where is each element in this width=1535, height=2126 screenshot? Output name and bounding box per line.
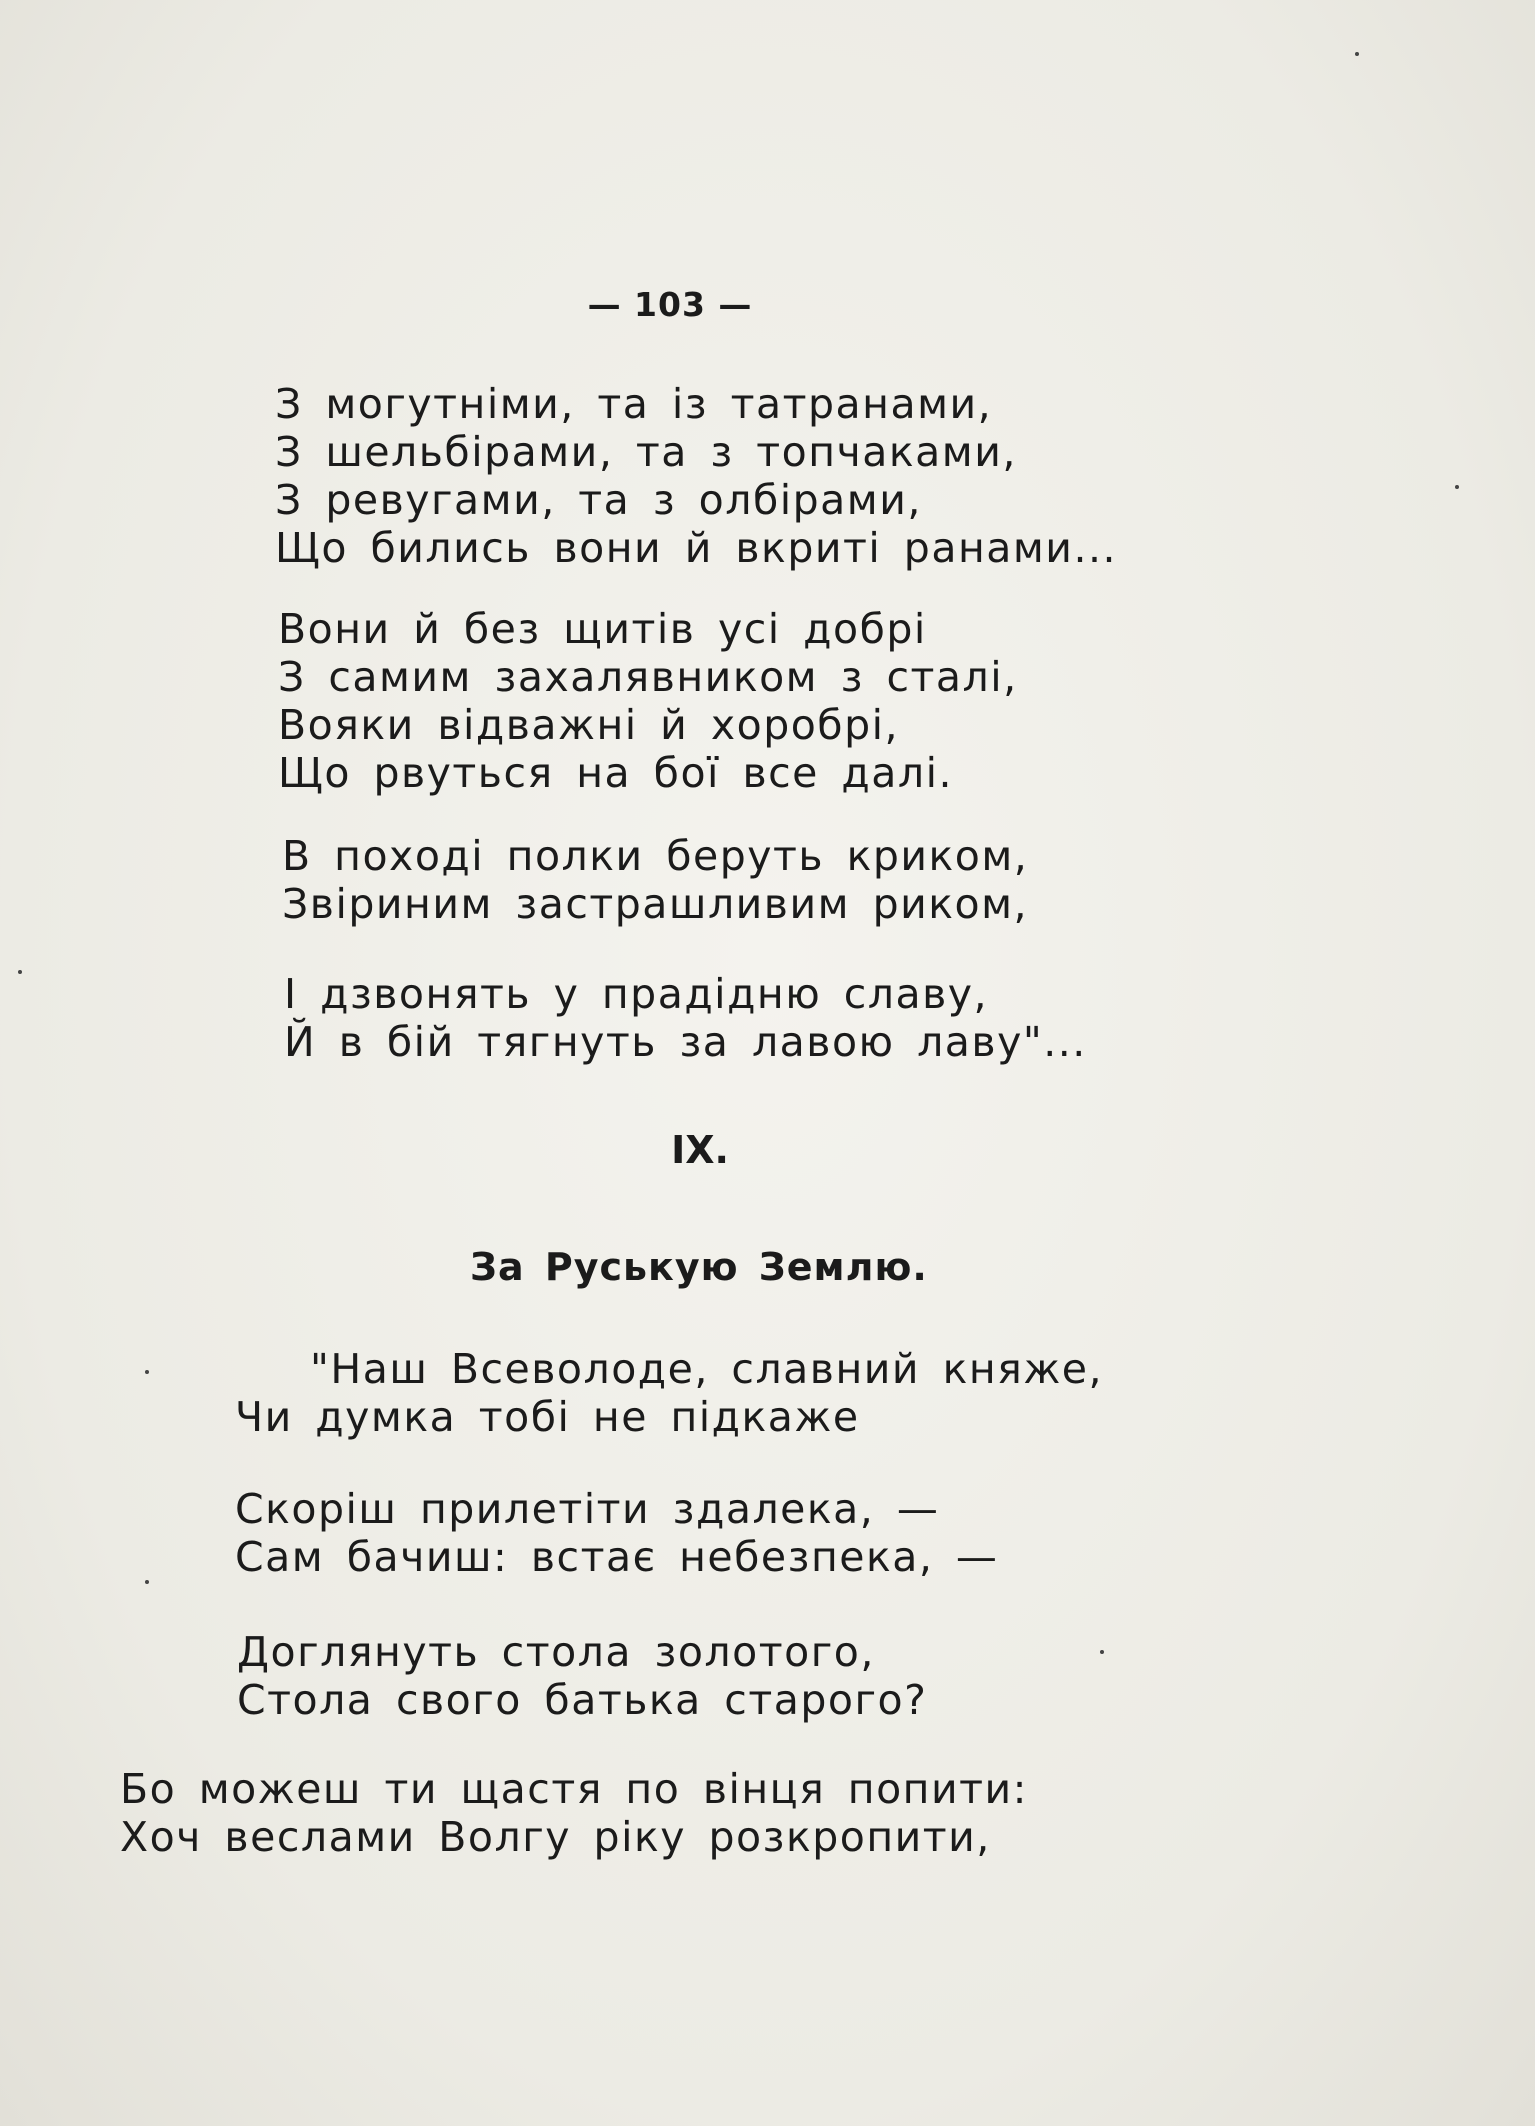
verse-line: Вони й без щитів усі добрі — [278, 605, 927, 653]
stanza-5 — [235, 1345, 1103, 1441]
stanza-4 — [284, 970, 1087, 1066]
verse-line: І дзвонять у прадідню славу, — [284, 970, 989, 1018]
verse-line: Сам бачиш: встає небезпека, — — [235, 1533, 999, 1581]
stanza-3 — [282, 832, 1028, 928]
stanza-8 — [120, 1765, 1028, 1861]
verse-line: В поході полки беруть криком, — [282, 832, 1029, 880]
stanza-2 — [278, 605, 1018, 797]
verse-line: Звіриним застрашливим риком, — [282, 880, 1029, 928]
verse-line: "Наш Всеволоде, славний княже, — [310, 1345, 1104, 1393]
verse-line: Скоріш прилетіти здалека, — — [235, 1485, 940, 1533]
scan-speck — [1355, 52, 1359, 56]
stanza-6 — [235, 1485, 998, 1581]
scan-speck — [145, 1580, 149, 1584]
verse-line: Що бились вони й вкриті ранами... — [275, 524, 1118, 572]
page-number: — 103 — — [587, 285, 753, 324]
verse-line: З шельбірами, та з топчаками, — [275, 428, 1017, 476]
verse-line: Стола свого батька старого? — [237, 1676, 928, 1724]
verse-line: Чи думка тобі не підкаже — [235, 1393, 860, 1441]
verse-line: Бо можеш ти щастя по вінця попити: — [120, 1765, 1028, 1813]
verse-line: Доглянуть стола золотого, — [237, 1628, 875, 1676]
verse-line: Й в бій тягнуть за лавою лаву"... — [284, 1018, 1087, 1066]
verse-line: З могутніми, та із татранами, — [275, 380, 993, 428]
verse-line: Що рвуться на бої все далі. — [278, 749, 954, 797]
poem-title: За Руськую Землю. — [470, 1245, 928, 1289]
verse-line: Хоч веслами Волгу ріку розкропити, — [120, 1813, 991, 1861]
scan-speck — [1100, 1650, 1104, 1654]
verse-line: Вояки відважні й хоробрі, — [278, 701, 900, 749]
stanza-1 — [275, 380, 1117, 572]
scan-speck — [145, 1370, 149, 1374]
verse-line: З ревугами, та з олбірами, — [275, 476, 922, 524]
verse-line: З самим захалявником з сталі, — [278, 653, 1018, 701]
scan-speck — [18, 970, 22, 974]
section-number: IX. — [671, 1128, 729, 1172]
stanza-7 — [237, 1628, 927, 1724]
scan-speck — [1455, 485, 1459, 489]
